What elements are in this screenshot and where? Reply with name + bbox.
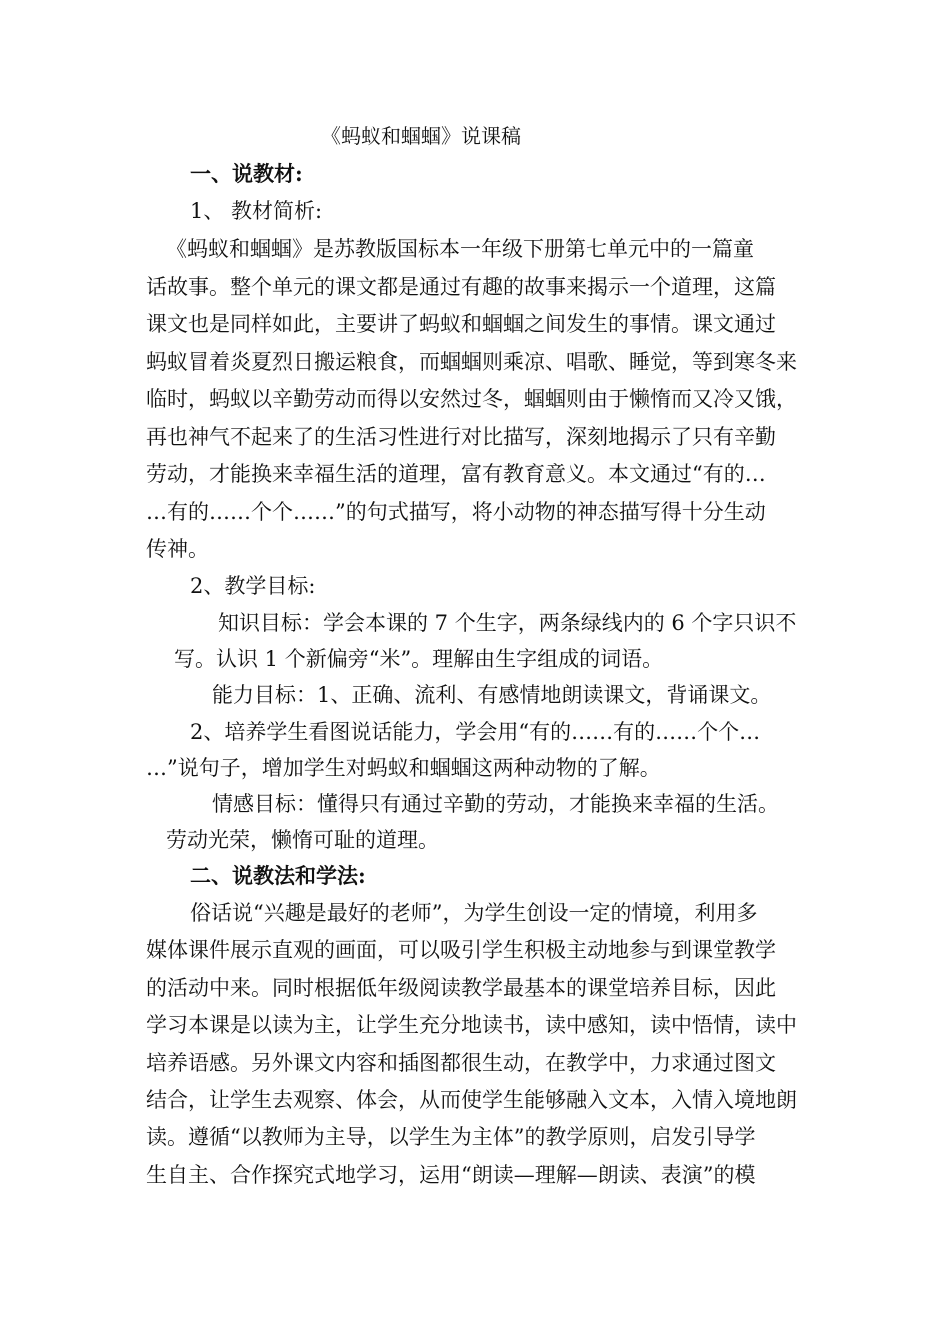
- knowledge-goal-line-1: 知识目标：学会本课的 7 个生字，两条绿线内的 6 个字只识不: [218, 611, 797, 635]
- section-2-heading: 二、说教法和学法:: [190, 863, 366, 888]
- para2-line-2: 媒体课件展示直观的画面，可以吸引学生积极主动地参与到课堂教学: [146, 938, 776, 962]
- para2-line-1: 俗话说“兴趣是最好的老师”，为学生创设一定的情境，利用多: [190, 901, 758, 925]
- para1-line-5: 临时，蚂蚁以辛勤劳动而得以安然过冬，蝈蝈则由于懒惰而又冷又饿，: [146, 387, 797, 411]
- para2-line-3: 的活动中来。同时根据低年级阅读教学最基本的课堂培养目标，因此: [146, 976, 776, 1000]
- ability-goal-2-line-2: …”说句子，增加学生对蚂蚁和蝈蝈这两种动物的了解。: [146, 756, 661, 780]
- para1-line-4: 蚂蚁冒着炎夏烈日搬运粮食，而蝈蝈则乘凉、唱歌、睡觉，等到寒冬来: [146, 350, 797, 374]
- para1-line-1: 《蚂蚁和蝈蝈》是苏教版国标本一年级下册第七单元中的一篇童: [166, 237, 754, 261]
- item-1-heading: 1、 教材简析:: [190, 199, 323, 223]
- item-2-heading: 2、教学目标:: [190, 574, 316, 598]
- para1-line-7: 劳动，才能换来幸福生活的道理，富有教育意义。本文通过“有的…: [146, 462, 766, 486]
- para1-line-2: 话故事。整个单元的课文都是通过有趣的故事来揭示一个道理，这篇: [146, 275, 776, 299]
- para2-line-6: 结合，让学生去观察、体会，从而使学生能够融入文本，入情入境地朗: [146, 1088, 797, 1112]
- para1-line-6: 再也神气不起来了的生活习性进行对比描写，深刻地揭示了只有辛勤: [146, 425, 776, 449]
- document-title: 《蚂蚁和蝈蝈》说课稿: [321, 124, 521, 148]
- para1-line-8: …有的……个个……”的句式描写，将小动物的神态描写得十分生动: [146, 500, 766, 524]
- ability-goal: 能力目标：1、正确、流利、有感情地朗读课文，背诵课文。: [212, 683, 772, 707]
- para2-line-4: 学习本课是以读为主，让学生充分地读书，读中感知，读中悟情，读中: [146, 1013, 797, 1037]
- emotion-goal-line-1: 情感目标：懂得只有通过辛勤的劳动，才能换来幸福的生活。: [212, 792, 779, 816]
- para2-line-5: 培养语感。另外课文内容和插图都很生动，在教学中，力求通过图文: [146, 1051, 776, 1075]
- knowledge-goal-line-2: 写。认识 1 个新偏旁“米”。理解由生字组成的词语。: [174, 647, 664, 671]
- ability-goal-2-line-1: 2、培养学生看图说话能力，学会用“有的……有的……个个…: [190, 720, 761, 744]
- section-1-heading: 一、说教材:: [190, 161, 303, 186]
- para2-line-7: 读。遵循“以教师为主导，以学生为主体”的教学原则，启发引导学: [146, 1125, 756, 1149]
- para2-line-8: 生自主、合作探究式地学习，运用“朗读—理解—朗读、表演”的模: [146, 1163, 756, 1187]
- para1-line-9: 传神。: [146, 537, 209, 561]
- para1-line-3: 课文也是同样如此，主要讲了蚂蚁和蝈蝈之间发生的事情。课文通过: [146, 312, 776, 336]
- emotion-goal-line-2: 劳动光荣，懒惰可耻的道理。: [166, 828, 439, 852]
